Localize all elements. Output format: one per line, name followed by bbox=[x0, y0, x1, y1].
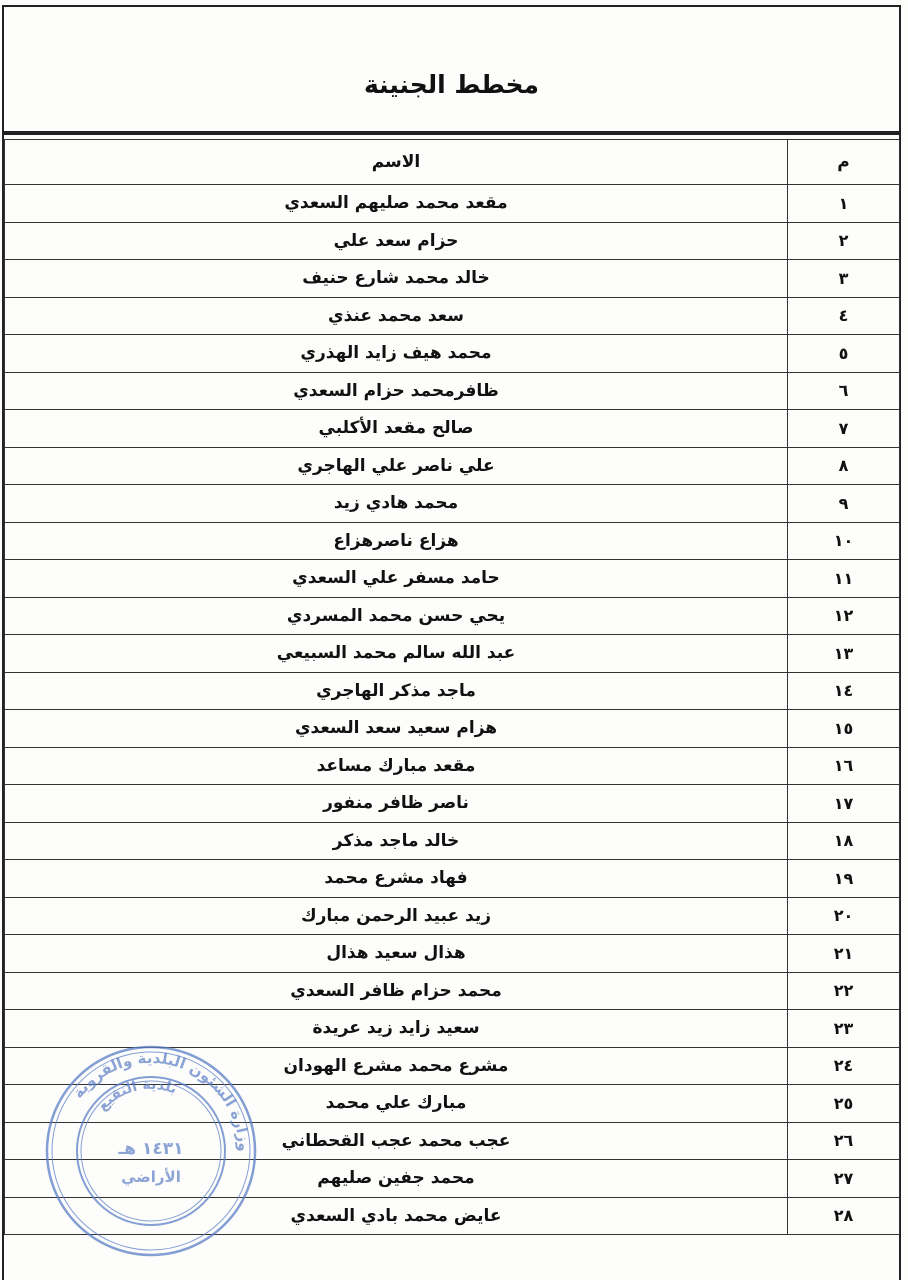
row-name: محمد هيف زايد الهذري bbox=[5, 335, 788, 373]
row-number: ٤ bbox=[788, 297, 900, 335]
table-row bbox=[5, 635, 900, 673]
names-table bbox=[4, 139, 900, 1235]
document-sheet bbox=[2, 5, 901, 1280]
table-row bbox=[5, 935, 900, 973]
row-name: زيد عبيد الرحمن مبارك bbox=[5, 897, 788, 935]
row-number: ١ bbox=[788, 185, 900, 223]
row-number: ١٤ bbox=[788, 672, 900, 710]
row-number: ٢٨ bbox=[788, 1197, 900, 1235]
row-name: سعيد زايد زيد عريدة bbox=[5, 1010, 788, 1048]
table-row bbox=[5, 260, 900, 298]
row-name: محمد هادي زيد bbox=[5, 485, 788, 523]
row-name: حزام سعد علي bbox=[5, 222, 788, 260]
row-name: عايض محمد بادي السعدي bbox=[5, 1197, 788, 1235]
table-row bbox=[5, 410, 900, 448]
row-name: مبارك علي محمد bbox=[5, 1085, 788, 1123]
row-number: ٢ bbox=[788, 222, 900, 260]
document-title: مخطط الجنينة bbox=[363, 69, 540, 99]
row-name: خالد ماجد مذكر bbox=[5, 822, 788, 860]
table-row bbox=[5, 822, 900, 860]
row-number: ٢٢ bbox=[788, 972, 900, 1010]
row-name: حامد مسفر علي السعدي bbox=[5, 560, 788, 598]
table-row bbox=[5, 185, 900, 223]
row-number: ١٦ bbox=[788, 747, 900, 785]
row-name: سعد محمد عنذي bbox=[5, 297, 788, 335]
header-num: م bbox=[788, 140, 900, 185]
row-number: ٢٧ bbox=[788, 1160, 900, 1198]
row-number: ١٥ bbox=[788, 710, 900, 748]
row-number: ٥ bbox=[788, 335, 900, 373]
table-row bbox=[5, 897, 900, 935]
row-number: ١٧ bbox=[788, 785, 900, 823]
row-name: هزاع ناصرهزاع bbox=[5, 522, 788, 560]
stamp-outer-text: وزارة الشئون البلدية والقروية bbox=[68, 1048, 254, 1153]
table-row bbox=[5, 747, 900, 785]
table-row bbox=[5, 860, 900, 898]
header-name: الاسم bbox=[5, 140, 788, 185]
row-number: ٢٠ bbox=[788, 897, 900, 935]
table-row bbox=[5, 485, 900, 523]
row-name: هزام سعيد سعد السعدي bbox=[5, 710, 788, 748]
table-row bbox=[5, 710, 900, 748]
table-row bbox=[5, 597, 900, 635]
row-number: ١١ bbox=[788, 560, 900, 598]
row-name: محمد حزام ظافر السعدي bbox=[5, 972, 788, 1010]
row-name: علي ناصر علي الهاجري bbox=[5, 447, 788, 485]
row-number: ٨ bbox=[788, 447, 900, 485]
stamp-inner-text: بلدية النقيع bbox=[94, 1076, 179, 1115]
table-header-row bbox=[5, 140, 900, 185]
row-name: ماجد مذكر الهاجري bbox=[5, 672, 788, 710]
table-row bbox=[5, 1197, 900, 1235]
row-number: ٢٥ bbox=[788, 1085, 900, 1123]
table-row bbox=[5, 335, 900, 373]
table-row bbox=[5, 222, 900, 260]
table-row bbox=[5, 447, 900, 485]
table-row bbox=[5, 1160, 900, 1198]
row-name: محمد جفين صليهم bbox=[5, 1160, 788, 1198]
table-row bbox=[5, 372, 900, 410]
title-box bbox=[4, 7, 899, 135]
row-number: ٢٤ bbox=[788, 1047, 900, 1085]
table-row bbox=[5, 297, 900, 335]
row-number: ١٩ bbox=[788, 860, 900, 898]
row-name: فهاد مشرع محمد bbox=[5, 860, 788, 898]
row-name: ظافرمحمد حزام السعدي bbox=[5, 372, 788, 410]
row-name: مقعد محمد صليهم السعدي bbox=[5, 185, 788, 223]
stamp-dept: الأراضي bbox=[121, 1168, 181, 1186]
table-row bbox=[5, 672, 900, 710]
table-row bbox=[5, 522, 900, 560]
stamp-year: ١٤٣١ هـ bbox=[118, 1139, 184, 1159]
row-number: ٢٣ bbox=[788, 1010, 900, 1048]
row-number: ٦ bbox=[788, 372, 900, 410]
row-number: ١٨ bbox=[788, 822, 900, 860]
table-row bbox=[5, 1010, 900, 1048]
row-number: ٩ bbox=[788, 485, 900, 523]
table-row bbox=[5, 972, 900, 1010]
table-row bbox=[5, 1047, 900, 1085]
row-name: خالد محمد شارع حنيف bbox=[5, 260, 788, 298]
row-number: ٣ bbox=[788, 260, 900, 298]
table-row bbox=[5, 1122, 900, 1160]
table-row bbox=[5, 785, 900, 823]
row-number: ١٠ bbox=[788, 522, 900, 560]
row-number: ٢١ bbox=[788, 935, 900, 973]
row-name: ناصر ظافر منفور bbox=[5, 785, 788, 823]
row-name: مقعد مبارك مساعد bbox=[5, 747, 788, 785]
row-number: ١٣ bbox=[788, 635, 900, 673]
row-number: ١٢ bbox=[788, 597, 900, 635]
row-name: مشرع محمد مشرع الهودان bbox=[5, 1047, 788, 1085]
row-name: صالح مقعد الأكلبي bbox=[5, 410, 788, 448]
table-row bbox=[5, 560, 900, 598]
row-name: عبد الله سالم محمد السبيعي bbox=[5, 635, 788, 673]
row-name: عجب محمد عجب القحطاني bbox=[5, 1122, 788, 1160]
row-number: ٧ bbox=[788, 410, 900, 448]
row-name: يحي حسن محمد المسردي bbox=[5, 597, 788, 635]
row-name: هذال سعيد هذال bbox=[5, 935, 788, 973]
table-row bbox=[5, 1085, 900, 1123]
row-number: ٢٦ bbox=[788, 1122, 900, 1160]
